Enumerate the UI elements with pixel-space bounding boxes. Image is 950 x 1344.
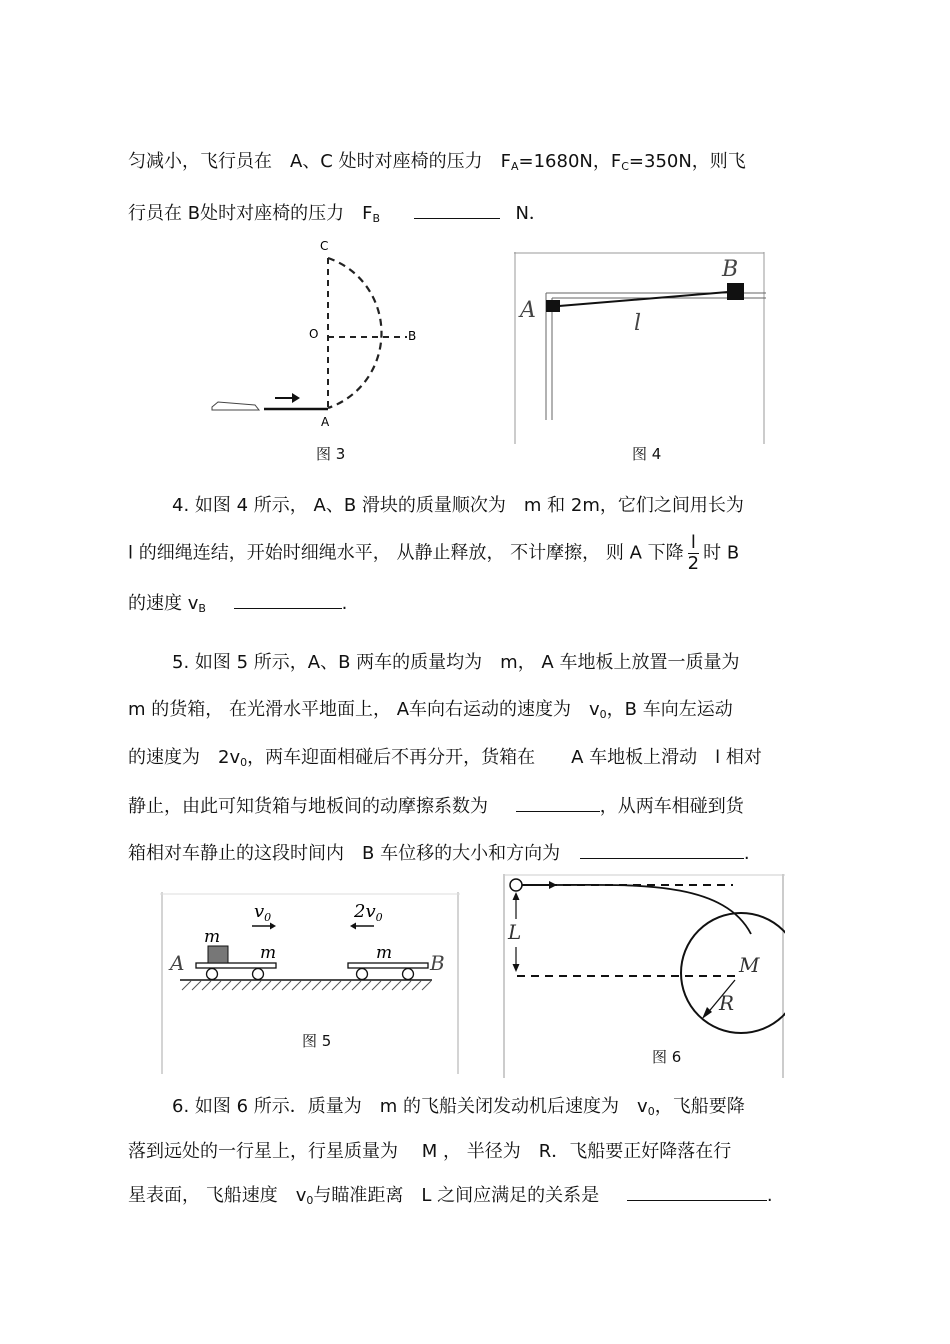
q6-line-3: 星表面， 飞船速度 $v_0$与瞄准距离 L 之间应满足的关系是 . [128,1182,773,1213]
q4-line-1: 4. 如图 4 所示， A、B 滑块的质量顺次为 m 和 2m，它们之间用长为 [172,495,744,516]
q5-line-5: 箱相对车静止的这段时间内 B 车位移的大小和方向为 . [128,840,750,866]
velocity-a-label: $v_0$ [254,901,272,924]
answer-blank-vb[interactable] [234,590,342,609]
q5-line-1: 5. 如图 5 所示，A、B 两车的质量均为 m， A 车地板上放置一质量为 [172,652,740,673]
q6-line-1: 6. 如图 6 所示．质量为 m 的飞船关闭发动机后速度为 $v_0$，飞船要降 [172,1096,745,1118]
q5-line-2: m 的货箱， 在光滑水平地面上， A车向右运动的速度为 $v_0$，B 车向左运动 [128,699,733,721]
figure-4-caption: 图 4 [632,445,662,463]
cargo-mass-label: m [204,927,221,947]
fraction-l-over-2: $\frac{l}{2}$ [687,532,700,574]
answer-blank-fb[interactable] [414,200,500,219]
planet-radius-label: R [719,991,735,1015]
answer-blank-relation[interactable] [627,1182,767,1201]
figure-6-caption: 图 6 [652,1048,682,1066]
block-a-label: A [520,298,536,323]
q3-line-1: 匀减小，飞行员在 A、C 处时对座椅的压力 $F_A=1680N$，$F_C=350N$，则飞 [128,151,746,173]
car-b-label: B [430,951,445,975]
point-c-label: C [320,239,329,253]
answer-blank-friction[interactable] [516,793,600,812]
figure-3-caption: 图 3 [316,445,346,463]
answer-blank-displacement[interactable] [580,840,744,859]
q5-line-4: 静止，由此可知货箱与地板间的动摩擦系数为 ，从两车相碰到货 [128,793,744,819]
block-b-label: B [722,257,739,282]
q5-line-3: 的速度为 $2v_0$，两车迎面相碰后不再分开，货箱在 A 车地板上滑动 l 相对 [128,747,762,769]
q3-line-2: 行员在 B处时对座椅的压力 $F_B$ N． [128,200,547,231]
q6-line-2: 落到远处的一行星上，行星质量为 M ， 半径为 R．飞船要正好降落在行 [128,1141,732,1162]
point-o-label: O [309,327,319,341]
figure-4-diagram [514,252,766,444]
velocity-b-label: $2v_0$ [354,901,383,924]
car-b-mass-label: m [376,943,393,963]
q4-line-3: 的速度 $v_B$ . [128,590,347,621]
rope-length-label: l [634,311,642,336]
aim-distance-label: L [508,920,522,944]
car-a-mass-label: m [260,943,277,963]
figure-5-caption: 图 5 [302,1032,332,1050]
point-b-label: B [408,329,417,343]
point-a-label: A [321,415,330,429]
car-a-label: A [170,951,185,975]
figure-6-diagram [503,874,785,1078]
planet-mass-label: M [739,953,760,977]
q4-line-2: l 的细绳连结，开始时细绳水平， 从静止释放， 不计摩擦， 则 A 下降 $\frac{l}{2}$ 时 B [128,532,740,574]
figure-3-diagram [200,236,430,436]
